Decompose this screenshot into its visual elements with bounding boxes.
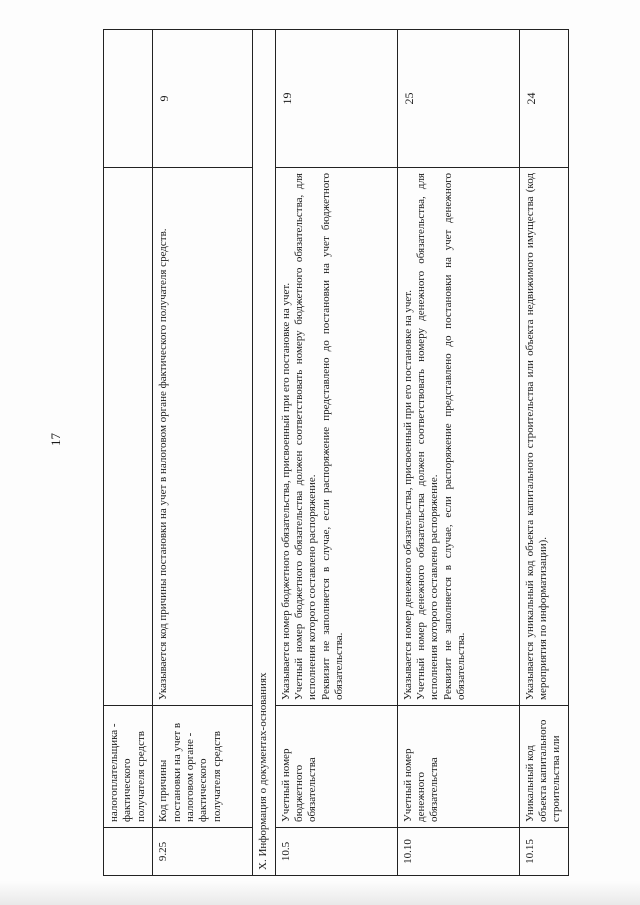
requisites-table xyxy=(103,29,569,876)
page-number: 17 xyxy=(48,433,63,446)
field-description xyxy=(153,168,253,706)
table-row xyxy=(519,30,568,876)
row-number xyxy=(104,828,153,876)
field-name: налогоплательщика - фактического получателя средств xyxy=(104,706,153,828)
description-paragraph: Реквизит не заполняется в случае, если распоряжение представлено до постановки на учет денежного обязательства. xyxy=(441,173,468,700)
scan-bottom-edge xyxy=(0,881,640,905)
row-number: 10.10 xyxy=(397,828,519,876)
field-name: Уникальный код объекта капитального строительства или xyxy=(519,706,568,828)
field-name: Код причины постановки на учет в налоговом органе - фактического получателя средств xyxy=(153,706,253,828)
description-paragraph: Указывается уникальный код объекта капитального строительства или объекта недвижимого имущества (код мероприятия по информатизации). xyxy=(523,173,550,700)
description-paragraph: Реквизит не заполняется в случае, если распоряжение представлено до постановки на учет бюджетного обязательства. xyxy=(319,173,346,700)
field-name: Учетный номер бюджетного обязательства xyxy=(275,706,397,828)
description-paragraph: Указывается номер денежного обязательства, присвоенный при его постановке на учет. xyxy=(401,290,414,700)
rotated-table-wrapper xyxy=(103,30,563,876)
description-paragraph: Указывается номер бюджетного обязательства, присвоенный при его постановке на учет. xyxy=(279,282,292,700)
table-row xyxy=(104,30,153,876)
field-description xyxy=(104,168,153,706)
section-title: X. Информация о документах-основаниях xyxy=(253,30,275,876)
description-paragraph: Указывается код причины постановки на учет в налоговом органе фактического получателя средств. xyxy=(157,228,170,700)
field-description xyxy=(275,168,397,706)
row-number: 10.15 xyxy=(519,828,568,876)
field-name: Учетный номер денежного обязательства xyxy=(397,706,519,828)
table-row xyxy=(153,30,253,876)
row-code: 25 xyxy=(397,30,519,168)
field-description xyxy=(519,168,568,706)
description-paragraph: Учетный номер бюджетного обязательства должен соответствовать номеру бюджетного обязательства, для исполнения которого составлено распоряжение. xyxy=(293,173,319,700)
description-paragraph: Учетный номер денежного обязательства должен соответствовать номеру денежного обязательства, для исполнения которого составлено распоряжение. xyxy=(415,173,441,700)
field-description xyxy=(397,168,519,706)
table-row xyxy=(275,30,397,876)
row-number: 9.25 xyxy=(153,828,253,876)
table-row xyxy=(397,30,519,876)
row-code xyxy=(104,30,153,168)
row-code: 19 xyxy=(275,30,397,168)
row-code: 24 xyxy=(519,30,568,168)
section-row xyxy=(253,30,275,876)
row-number: 10.5 xyxy=(275,828,397,876)
row-code: 9 xyxy=(153,30,253,168)
